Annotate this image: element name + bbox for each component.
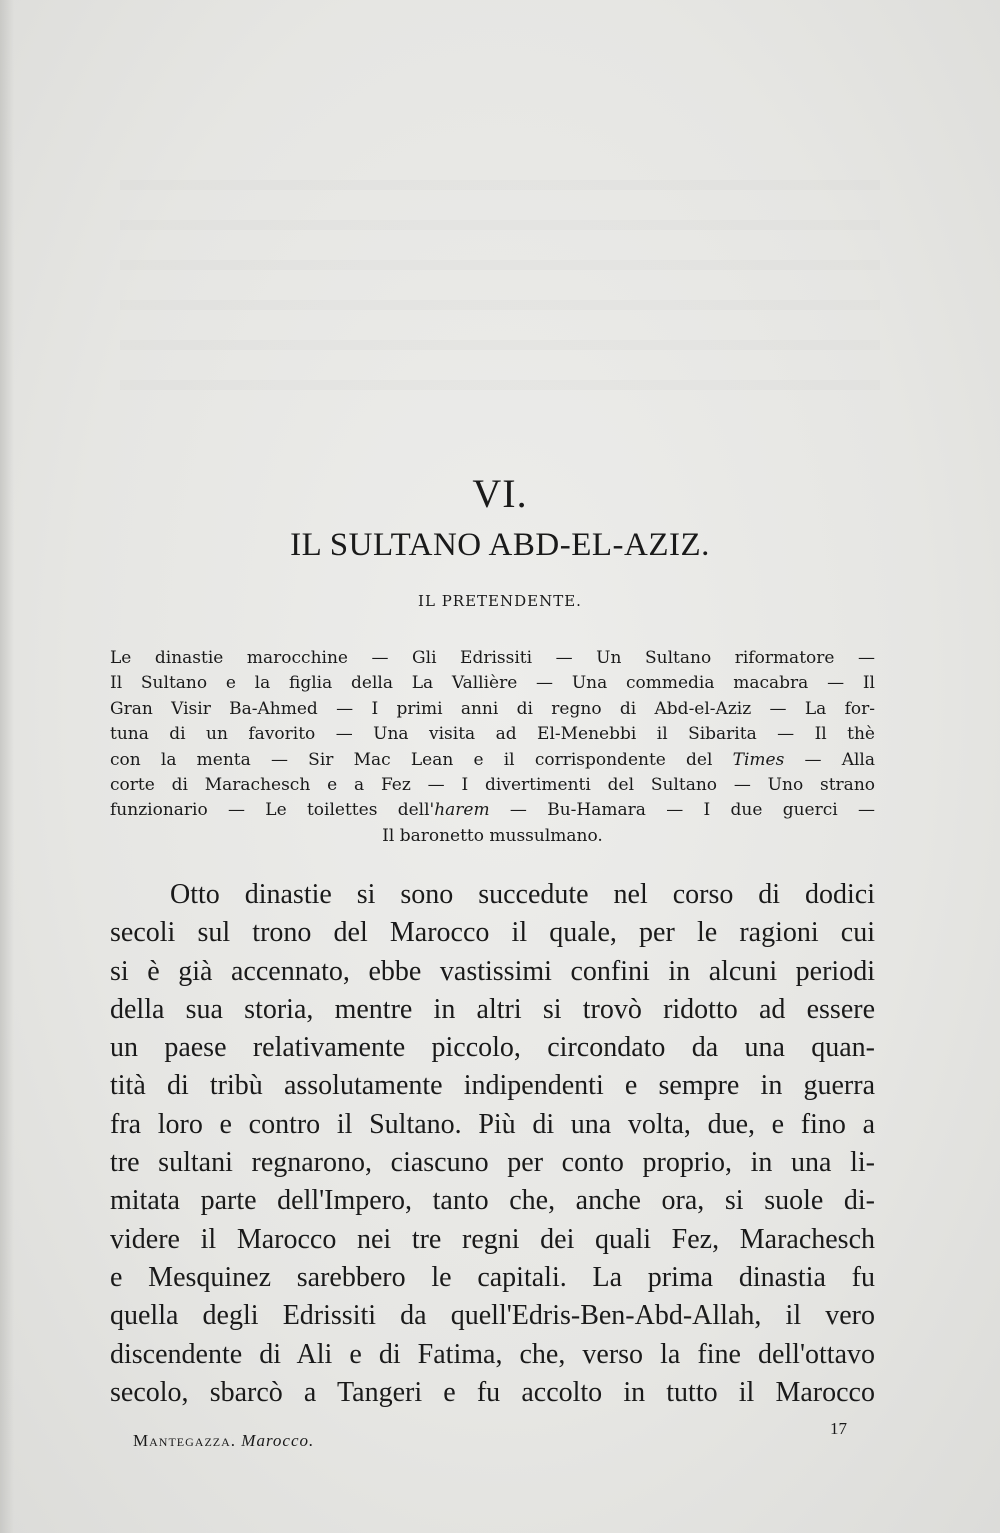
body-line: tre sultani regnarono, ciascuno per conto proprio, in una li- xyxy=(110,1147,875,1179)
summary-line-last: Il baronetto mussulmano. xyxy=(382,825,603,846)
bleed-through-texture xyxy=(120,150,880,410)
summary-line: con la menta — Sir Mac Lean e il corrispondente del Times — Alla xyxy=(110,749,875,770)
summary-line: tuna di un favorito — Una visita ad El-Menebbi il Sibarita — Il thè xyxy=(110,724,875,745)
body-line: secoli sul trono del Marocco il quale, per le ragioni cui xyxy=(110,917,875,949)
body-line: secolo, sbarcò a Tangeri e fu accolto in tutto il Marocco xyxy=(110,1376,875,1408)
body-line: discendente di Ali e di Fatima, che, verso la fine dell'ottavo xyxy=(110,1338,875,1370)
body-line: della sua storia, mentre in altri si trovò ridotto ad essere xyxy=(110,993,875,1025)
summary-line: corte di Marachesch e a Fez — I divertimenti del Sultano — Uno strano xyxy=(110,774,875,795)
body-line: un paese relativamente piccolo, circondato da una quan- xyxy=(110,1032,875,1064)
page-number: 17 xyxy=(830,1419,847,1438)
footer-book-title: Marocco. xyxy=(241,1431,315,1450)
summary-line: Le dinastie marocchine — Gli Edrissiti — Un Sultano riformatore — xyxy=(110,648,875,668)
chapter-summary xyxy=(110,646,875,849)
summary-line: Il Sultano e la figlia della La Vallière — Una commedia macabra — Il xyxy=(110,673,875,694)
body-line: videre il Marocco nei tre regni dei quali Fez, Marachesch xyxy=(110,1223,875,1255)
spine-shadow xyxy=(0,0,14,1533)
body-line: fra loro e contro il Sultano. Più di una volta, due, e fino a xyxy=(110,1108,875,1140)
footer-author: Mantegazza. xyxy=(133,1431,237,1450)
italic-times: Times xyxy=(732,749,785,770)
body-line: e Mesquinez sarebbero le capitali. La prima dinastia fu xyxy=(110,1261,875,1293)
body-line: tità di tribù assolutamente indipendenti e sempre in guerra xyxy=(110,1070,875,1102)
footer-signature xyxy=(133,1431,314,1451)
summary-line: Gran Visir Ba-Ahmed — I primi anni di regno di Abd-el-Aziz — La for- xyxy=(110,698,875,719)
body-text xyxy=(110,876,875,1412)
body-line: Otto dinastie si sono succedute nel corso di dodici xyxy=(170,879,875,910)
chapter-subtitle: IL PRETENDENTE. xyxy=(418,592,582,610)
italic-harem: harem xyxy=(434,800,490,821)
chapter-title: IL SULTANO ABD-EL-AZIZ. xyxy=(290,527,710,563)
summary-line: funzionario — Le toilettes dell'harem — Bu-Hamara — I due guerci — xyxy=(110,800,876,821)
chapter-number: VI. xyxy=(472,471,528,516)
body-line: mitata parte dell'Impero, tanto che, anche ora, si suole di- xyxy=(110,1185,875,1217)
body-line: quella degli Edrissiti da quell'Edris-Ben-Abd-Allah, il vero xyxy=(110,1300,875,1332)
body-line: si è già accennato, ebbe vastissimi confini in alcuni periodi xyxy=(110,955,875,987)
